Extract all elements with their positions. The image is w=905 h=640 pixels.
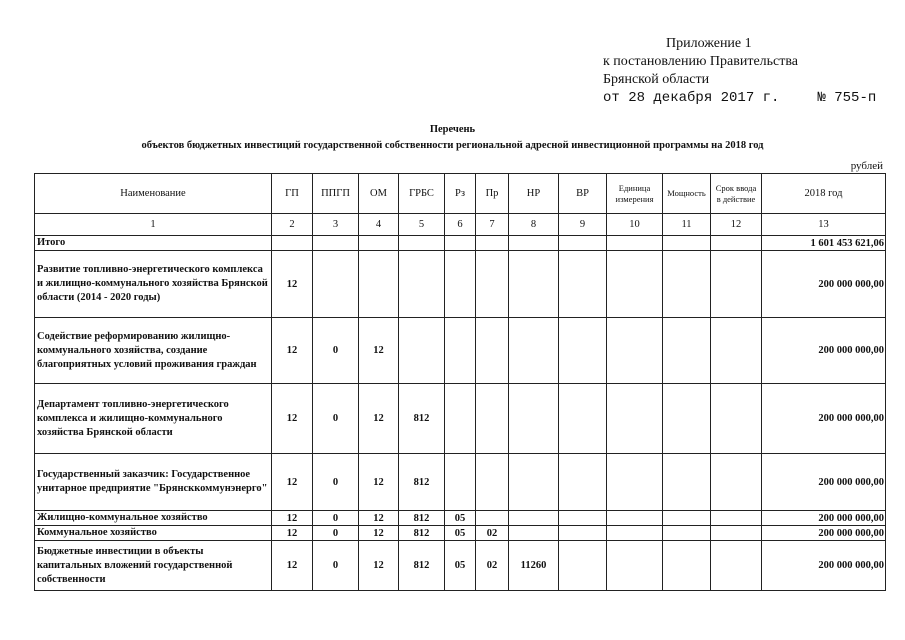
table-row: [35, 251, 886, 318]
cell-grbs: [399, 236, 445, 251]
cell-grbs: [399, 251, 445, 318]
header-cell: Мощность: [663, 174, 711, 214]
column-number: 8: [509, 214, 559, 236]
cell-vr: [559, 251, 607, 318]
table-row-total: [35, 236, 886, 251]
column-number: 4: [359, 214, 399, 236]
header-cell: НР: [509, 174, 559, 214]
column-number: 2: [272, 214, 313, 236]
row-name: Итого: [35, 236, 272, 251]
units-label: рублей: [850, 160, 883, 172]
row-name: Развитие топливно-энергетического комплекса и жилищно-коммунального хозяйства Брянской области (2014 - 2020 годы): [35, 251, 272, 318]
cell-unit: [607, 384, 663, 454]
cell-pr: 02: [476, 541, 509, 591]
cell-om: [359, 236, 399, 251]
cell-capacity: [663, 318, 711, 384]
cell-term: [711, 318, 762, 384]
cell-vr: [559, 511, 607, 526]
cell-gp: 12: [272, 251, 313, 318]
cell-term: [711, 526, 762, 541]
cell-pr: [476, 511, 509, 526]
row-name: Государственный заказчик: Государственное унитарное предприятие "Брянсккоммунэнерго": [35, 454, 272, 511]
cell-unit: [607, 236, 663, 251]
cell-nr: [509, 384, 559, 454]
column-number: 5: [399, 214, 445, 236]
header-cell: Рз: [445, 174, 476, 214]
row-name: Жилищно-коммунальное хозяйство: [35, 511, 272, 526]
cell-rz: 05: [445, 541, 476, 591]
header-cell: Наименование: [35, 174, 272, 214]
investment-table: [34, 173, 886, 591]
cell-gp: 12: [272, 541, 313, 591]
cell-ppgp: 0: [313, 318, 359, 384]
appendix-block: [603, 35, 876, 107]
cell-term: [711, 541, 762, 591]
column-number: 1: [35, 214, 272, 236]
cell-pr: [476, 251, 509, 318]
cell-unit: [607, 454, 663, 511]
table-row: [35, 526, 886, 541]
cell-nr: [509, 511, 559, 526]
cell-rz: [445, 454, 476, 511]
column-number: 7: [476, 214, 509, 236]
cell-rz: [445, 236, 476, 251]
header-cell: ВР: [559, 174, 607, 214]
cell-amount: 200 000 000,00: [762, 454, 886, 511]
cell-grbs: [399, 318, 445, 384]
cell-grbs: 812: [399, 384, 445, 454]
cell-amount: 200 000 000,00: [762, 251, 886, 318]
cell-amount: 1 601 453 621,06: [762, 236, 886, 251]
table-header-row: [35, 174, 886, 214]
cell-unit: [607, 251, 663, 318]
cell-pr: [476, 236, 509, 251]
cell-om: [359, 251, 399, 318]
cell-ppgp: [313, 236, 359, 251]
cell-gp: 12: [272, 318, 313, 384]
cell-nr: [509, 526, 559, 541]
cell-capacity: [663, 541, 711, 591]
header-cell: ГП: [272, 174, 313, 214]
cell-gp: 12: [272, 526, 313, 541]
cell-capacity: [663, 511, 711, 526]
cell-nr: [509, 251, 559, 318]
column-number: 11: [663, 214, 711, 236]
table-row: [35, 511, 886, 526]
document-title: Перечень: [429, 124, 476, 135]
cell-unit: [607, 526, 663, 541]
cell-grbs: 812: [399, 511, 445, 526]
cell-om: 12: [359, 454, 399, 511]
column-number: 9: [559, 214, 607, 236]
cell-vr: [559, 454, 607, 511]
cell-ppgp: [313, 251, 359, 318]
cell-unit: [607, 318, 663, 384]
column-number: 6: [445, 214, 476, 236]
header-cell: ОМ: [359, 174, 399, 214]
cell-ppgp: 0: [313, 384, 359, 454]
row-name: Департамент топливно-энергетического комплекса и жилищно-коммунального хозяйства Брянской области: [35, 384, 272, 454]
cell-nr: [509, 454, 559, 511]
cell-term: [711, 454, 762, 511]
cell-nr: [509, 318, 559, 384]
cell-vr: [559, 541, 607, 591]
appendix-date: от 28 декабря 2017 г.: [603, 90, 780, 106]
table-row: [35, 541, 886, 591]
column-number: 12: [711, 214, 762, 236]
header-cell: Пр: [476, 174, 509, 214]
cell-term: [711, 384, 762, 454]
table-row: [35, 454, 886, 511]
cell-term: [711, 236, 762, 251]
cell-ppgp: 0: [313, 541, 359, 591]
cell-grbs: 812: [399, 526, 445, 541]
cell-vr: [559, 236, 607, 251]
header-cell: ГРБС: [399, 174, 445, 214]
row-name: Бюджетные инвестиции в объекты капитальных вложений государственной собственности: [35, 541, 272, 591]
cell-gp: 12: [272, 511, 313, 526]
header-cell: Единица измерения: [607, 174, 663, 214]
cell-gp: [272, 236, 313, 251]
appendix-region: Брянской области: [603, 72, 710, 87]
row-name: Коммунальное хозяйство: [35, 526, 272, 541]
cell-ppgp: 0: [313, 526, 359, 541]
row-name: Содействие реформированию жилищно-коммунального хозяйства, создание благоприятных условий проживания граждан: [35, 318, 272, 384]
appendix-title: Приложение 1: [666, 36, 752, 51]
cell-vr: [559, 318, 607, 384]
cell-rz: [445, 318, 476, 384]
header-cell: ППГП: [313, 174, 359, 214]
cell-amount: 200 000 000,00: [762, 541, 886, 591]
cell-pr: [476, 318, 509, 384]
cell-grbs: 812: [399, 541, 445, 591]
cell-vr: [559, 526, 607, 541]
appendix-number: № 755-п: [817, 90, 877, 106]
cell-ppgp: 0: [313, 454, 359, 511]
cell-capacity: [663, 526, 711, 541]
cell-gp: 12: [272, 454, 313, 511]
cell-rz: [445, 384, 476, 454]
cell-rz: [445, 251, 476, 318]
cell-amount: 200 000 000,00: [762, 526, 886, 541]
cell-rz: 05: [445, 526, 476, 541]
header-cell: Срок ввода в действие: [711, 174, 762, 214]
cell-gp: 12: [272, 384, 313, 454]
cell-pr: 02: [476, 526, 509, 541]
cell-pr: [476, 384, 509, 454]
cell-capacity: [663, 454, 711, 511]
cell-amount: 200 000 000,00: [762, 384, 886, 454]
column-number-row: [35, 214, 886, 236]
cell-unit: [607, 541, 663, 591]
cell-capacity: [663, 384, 711, 454]
cell-amount: 200 000 000,00: [762, 511, 886, 526]
cell-amount: 200 000 000,00: [762, 318, 886, 384]
cell-om: 12: [359, 526, 399, 541]
cell-rz: 05: [445, 511, 476, 526]
column-number: 13: [762, 214, 886, 236]
table-row: [35, 318, 886, 384]
column-number: 10: [607, 214, 663, 236]
cell-om: 12: [359, 511, 399, 526]
cell-grbs: 812: [399, 454, 445, 511]
cell-om: 12: [359, 318, 399, 384]
header-cell: 2018 год: [762, 174, 886, 214]
cell-term: [711, 511, 762, 526]
cell-om: 12: [359, 384, 399, 454]
cell-term: [711, 251, 762, 318]
column-number: 3: [313, 214, 359, 236]
cell-ppgp: 0: [313, 511, 359, 526]
appendix-decree: к постановлению Правительства: [603, 54, 799, 69]
cell-capacity: [663, 236, 711, 251]
cell-nr: 11260: [509, 541, 559, 591]
table-row: [35, 384, 886, 454]
cell-vr: [559, 384, 607, 454]
cell-om: 12: [359, 541, 399, 591]
document-subtitle: объектов бюджетных инвестиций государственной собственности региональной адресной инвестиционной программы на 2018 год: [141, 140, 764, 151]
cell-pr: [476, 454, 509, 511]
cell-unit: [607, 511, 663, 526]
cell-nr: [509, 236, 559, 251]
cell-capacity: [663, 251, 711, 318]
